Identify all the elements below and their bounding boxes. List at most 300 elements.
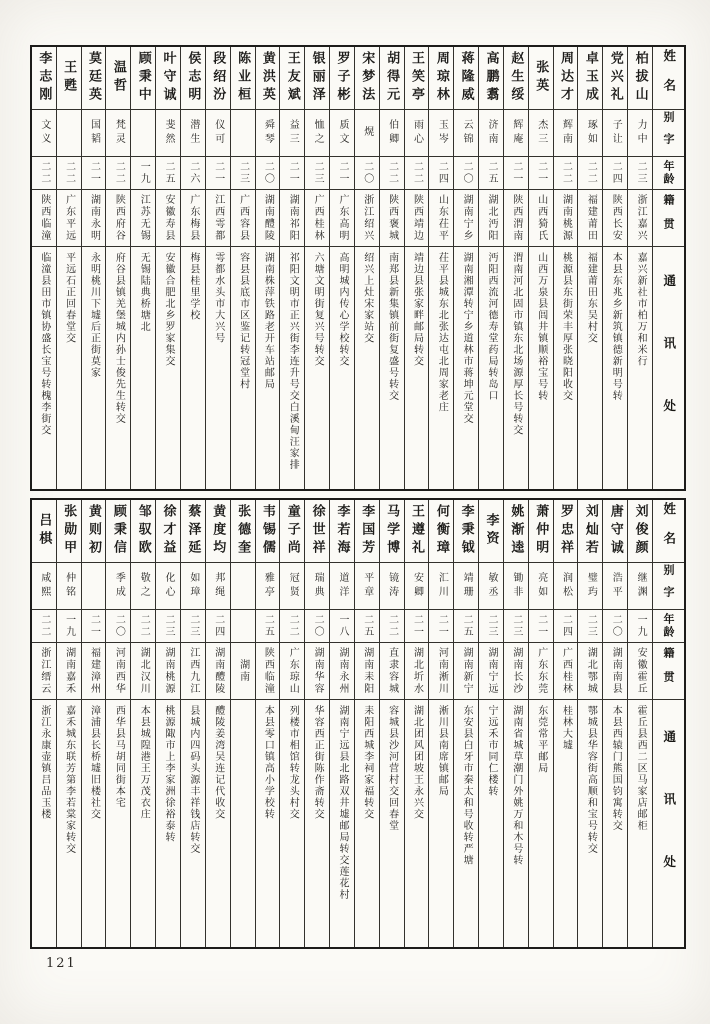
entry-courtesy: 熀 [355, 110, 379, 157]
entry-origin: 湖南永州 [330, 643, 354, 700]
entry-courtesy: 润松 [554, 563, 578, 610]
entry-name: 张德奎 [231, 500, 255, 563]
entry-courtesy [82, 563, 106, 610]
entry-column [180, 500, 205, 947]
entry-origin: 广西桂林 [305, 190, 329, 247]
entry-column [379, 500, 404, 947]
entry-column [329, 500, 354, 947]
entry-column [105, 47, 130, 489]
header-name-label: 姓名 [653, 47, 684, 110]
entry-address: 祁阳文明市正兴街李连升号交白溪甸汪家排 [287, 252, 299, 471]
entry-age: 二一 [405, 610, 429, 643]
entry-age: 二二 [280, 610, 304, 643]
entry-age: 二四 [206, 610, 230, 643]
entry-name: 张勋甲 [57, 500, 81, 563]
entry-courtesy: 子让 [603, 110, 627, 157]
entry-origin: 湖南醴陵 [256, 190, 280, 247]
entry-origin: 湖北圻水 [405, 643, 429, 700]
entry-column [528, 500, 553, 947]
entry-address: 东安县白牙市秦太和号收转严塘 [461, 705, 473, 866]
entry-origin: 湖南宁远 [479, 643, 503, 700]
entry-column [627, 47, 652, 489]
entry-courtesy: 雨心 [405, 110, 429, 157]
entry-age: 二二 [32, 610, 56, 643]
entry-origin: 广东东莞 [529, 643, 553, 700]
entry-age: 二四 [554, 610, 578, 643]
entry-address: 嘉兴新社市柏万和米行 [635, 252, 647, 367]
entry-address: 桃源县东街荣丰厚张晓阳收交 [560, 252, 572, 402]
entry-address [231, 700, 255, 947]
entry-origin: 湖南华容 [305, 643, 329, 700]
entry-column [478, 47, 503, 489]
entry-column [105, 500, 130, 947]
entry-origin: 广东琼山 [280, 643, 304, 700]
entry-name: 姚渐逵 [504, 500, 528, 563]
entry-column [602, 47, 627, 489]
entry-courtesy: 安卿 [405, 563, 429, 610]
entry-origin: 陕西渭南 [504, 190, 528, 247]
entry-origin: 湖南南县 [603, 643, 627, 700]
entry-courtesy: 梵灵 [106, 110, 130, 157]
entry-address: 沔阳西流河德寿堂药局转岛口 [486, 252, 498, 402]
entry-name: 蔡泽延 [181, 500, 205, 563]
entry-origin: 湖北鄂城 [578, 643, 602, 700]
entry-age: 二一 [429, 610, 453, 643]
entry-column [205, 47, 230, 489]
entry-age: 二四 [603, 157, 627, 190]
entry-column [130, 47, 155, 489]
entry-address: 南郑县新集镇前街复盛号转交 [386, 252, 398, 402]
entry-age: 二五 [256, 610, 280, 643]
entry-address: 桃源陬市上李家洲徐裕泰转 [163, 705, 175, 843]
entry-age: 二四 [429, 157, 453, 190]
entry-address: 梅县桂里学校 [187, 252, 199, 321]
entry-origin: 陕西临潼 [256, 643, 280, 700]
entry-courtesy: 季成 [106, 563, 130, 610]
entry-courtesy: 伯卿 [380, 110, 404, 157]
entry-origin: 广东梅县 [181, 190, 205, 247]
entry-column [304, 500, 329, 947]
entry-name: 侯志明 [181, 47, 205, 110]
entry-name: 徐世祥 [305, 500, 329, 563]
entry-name: 周达才 [554, 47, 578, 110]
entry-courtesy: 益三 [280, 110, 304, 157]
entry-origin: 湖南桃源 [554, 190, 578, 247]
entry-courtesy [231, 563, 255, 610]
entry-origin: 福建漳州 [82, 643, 106, 700]
entry-courtesy: 文义 [32, 110, 56, 157]
entry-age: 二五 [156, 157, 180, 190]
entry-courtesy [57, 110, 81, 157]
entry-name: 马学博 [380, 500, 404, 563]
entry-column [602, 500, 627, 947]
entry-origin: 江西九江 [181, 643, 205, 700]
entry-age: 二三 [156, 610, 180, 643]
entry-name: 顾秉信 [106, 500, 130, 563]
entry-name: 温哲 [106, 47, 130, 110]
entry-column [180, 47, 205, 489]
entry-column [354, 47, 379, 489]
entry-origin: 浙江缙云 [32, 643, 56, 700]
entry-name: 李秉钺 [454, 500, 478, 563]
entry-origin: 湖北沔阳 [479, 190, 503, 247]
entry-name: 陈业桓 [231, 47, 255, 110]
entry-column [32, 500, 56, 947]
entry-age: 二一 [206, 157, 230, 190]
entry-courtesy: 雅亭 [256, 563, 280, 610]
entry-address: 本县零口镇高小学校转 [262, 705, 274, 820]
entry-origin: 湖南醴陵 [206, 643, 230, 700]
entry-name: 顾秉中 [131, 47, 155, 110]
entry-column [205, 500, 230, 947]
entry-name: 党兴礼 [603, 47, 627, 110]
header-courtesy-label: 别字 [653, 110, 684, 157]
entry-address: 雩都水头市大兴号 [212, 252, 224, 344]
entry-name: 唐守诚 [603, 500, 627, 563]
entry-age: 二一 [330, 157, 354, 190]
entry-age: 二二 [32, 157, 56, 190]
entry-age: 二〇 [454, 157, 478, 190]
entry-address: 淅川县南席镇邮局 [436, 705, 448, 797]
entry-age: 二二 [554, 157, 578, 190]
entry-name: 李若海 [330, 500, 354, 563]
entry-address: 容县县底市区鉴记转冠堂村 [237, 252, 249, 390]
entry-name: 王笑亭 [405, 47, 429, 110]
entry-origin: 福建莆田 [578, 190, 602, 247]
entry-age: 二三 [628, 157, 652, 190]
entry-column [404, 47, 429, 489]
entry-age: 二五 [454, 610, 478, 643]
entry-origin: 湖南 [231, 643, 255, 700]
entry-origin: 河南淅川 [429, 643, 453, 700]
entry-courtesy: 如璋 [181, 563, 205, 610]
entry-courtesy: 浩平 [603, 563, 627, 610]
entry-column [56, 47, 81, 489]
entry-column [553, 500, 578, 947]
entry-column [503, 47, 528, 489]
entry-address: 绍兴上灶宋家站交 [361, 252, 373, 344]
entry-courtesy: 咸熙 [32, 563, 56, 610]
entry-origin: 江苏无锡 [131, 190, 155, 247]
entry-age: 一九 [57, 610, 81, 643]
entry-address: 东莞常平邮局 [535, 705, 547, 774]
entry-column [354, 500, 379, 947]
entry-name: 莫廷英 [82, 47, 106, 110]
entry-origin: 安徽霍丘 [628, 643, 652, 700]
entry-column [130, 500, 155, 947]
entry-courtesy: 继渊 [628, 563, 652, 610]
upper-directory-table [30, 45, 686, 491]
entry-age: 二一 [504, 157, 528, 190]
entry-address: 福建莆田东吴村交 [585, 252, 597, 344]
entry-age: 一九 [131, 157, 155, 190]
entry-origin: 湖南新宁 [454, 643, 478, 700]
entry-name: 宋梦法 [355, 47, 379, 110]
entry-courtesy: 汇川 [429, 563, 453, 610]
entry-name: 李资 [479, 500, 503, 563]
entry-column [453, 500, 478, 947]
entry-origin: 河南西华 [106, 643, 130, 700]
entry-age: 二二 [405, 157, 429, 190]
entry-age: 二二 [578, 157, 602, 190]
entry-address: 霍丘县西二区马家店邮柜 [635, 705, 647, 832]
entry-address: 茌平县城东北张达屯北周家老庄 [436, 252, 448, 413]
entry-courtesy: 质文 [330, 110, 354, 157]
entry-address: 本县城隍港王万茂衣庄 [138, 705, 150, 820]
entry-age: 二〇 [603, 610, 627, 643]
entry-courtesy: 济南 [479, 110, 503, 157]
entry-origin: 陕西临潼 [32, 190, 56, 247]
entry-address: 无锡陆典桥塘北 [138, 252, 150, 333]
entry-courtesy: 镜涛 [380, 563, 404, 610]
entry-courtesy: 锄非 [504, 563, 528, 610]
entry-column [528, 47, 553, 489]
entry-address: 宁远禾市同仁楼转 [486, 705, 498, 797]
entry-column [379, 47, 404, 489]
entry-address: 漳浦县长桥墟旧楼社交 [88, 705, 100, 820]
entry-age: 二五 [479, 157, 503, 190]
entry-age: 一八 [330, 610, 354, 643]
entry-address: 湖南株萍铁路老开车站邮局 [262, 252, 274, 390]
entry-address: 安徽合肥北乡罗家集交 [163, 252, 175, 367]
entry-courtesy: 冠贤 [280, 563, 304, 610]
entry-age: 二三 [181, 610, 205, 643]
header-origin-label: 籍贯 [653, 190, 684, 247]
entry-address: 靖边县张家畔邮局转交 [411, 252, 423, 367]
entry-column [627, 500, 652, 947]
entry-column [255, 47, 280, 489]
entry-age: 二二 [131, 610, 155, 643]
entry-age: 二三 [305, 157, 329, 190]
entry-column [81, 500, 106, 947]
entry-column [32, 47, 56, 489]
header-age-label: 年龄 [653, 610, 684, 643]
entry-origin: 山东茌平 [429, 190, 453, 247]
entry-courtesy: 辉南 [554, 110, 578, 157]
entry-courtesy: 舜琴 [256, 110, 280, 157]
entry-column [279, 500, 304, 947]
entry-courtesy: 道洋 [330, 563, 354, 610]
entry-age: 二二 [380, 610, 404, 643]
entry-address: 渭南河北固市镇东北场源厚长号转交 [510, 252, 522, 436]
entry-origin: 陕西府谷 [106, 190, 130, 247]
entry-column [503, 500, 528, 947]
header-age-label: 年龄 [653, 157, 684, 190]
entry-age: 二六 [181, 157, 205, 190]
entry-age: 二〇 [256, 157, 280, 190]
entry-column [329, 47, 354, 489]
entry-name: 黄洪英 [256, 47, 280, 110]
entry-age: 二三 [578, 610, 602, 643]
entry-address: 桂林大墟 [560, 705, 572, 751]
entry-address: 平远石正回春堂交 [63, 252, 75, 344]
entry-name: 王甦 [57, 47, 81, 110]
entry-courtesy: 仲铭 [57, 563, 81, 610]
entry-age: 二一 [82, 610, 106, 643]
entry-column [553, 47, 578, 489]
entry-courtesy: 邦绳 [206, 563, 230, 610]
entry-origin: 安徽寿县 [156, 190, 180, 247]
entry-courtesy: 斐然 [156, 110, 180, 157]
entry-courtesy: 璧玙 [578, 563, 602, 610]
entry-age: 二一 [280, 157, 304, 190]
entry-name: 罗子彬 [330, 47, 354, 110]
entry-courtesy: 仪可 [206, 110, 230, 157]
entry-address: 醴陵姜湾吴连记代收交 [212, 705, 224, 820]
entry-origin: 湖南永明 [82, 190, 106, 247]
entry-age: 二三 [231, 157, 255, 190]
entry-age: 二一 [82, 157, 106, 190]
entry-age: 二二 [106, 157, 130, 190]
entry-origin: 浙江绍兴 [355, 190, 379, 247]
entry-name: 邹驭欧 [131, 500, 155, 563]
entry-address: 湖南宁远县北路双井墟邮局转交莲花村 [336, 705, 348, 901]
entry-origin: 陕西长安 [603, 190, 627, 247]
header-origin-label: 籍贯 [653, 643, 684, 700]
entry-address: 山西万泉县闾井镇顺裕宝号转 [535, 252, 547, 402]
entry-age: 二一 [529, 157, 553, 190]
entry-name: 黄则初 [82, 500, 106, 563]
entry-age: 二一 [529, 610, 553, 643]
entry-address: 耒阳西城李祠家福转交 [361, 705, 373, 820]
entry-courtesy: 杰三 [529, 110, 553, 157]
entry-origin: 广东高明 [330, 190, 354, 247]
entry-address: 高明城内传心学校转交 [336, 252, 348, 367]
entry-address: 本县西辕门熊国钧寓转交 [610, 705, 622, 832]
entry-column [453, 47, 478, 489]
entry-column [304, 47, 329, 489]
entry-column [279, 47, 304, 489]
entry-origin: 广西容县 [231, 190, 255, 247]
entry-courtesy: 化心 [156, 563, 180, 610]
entry-address: 湖南湘潭转宁乡道林市蒋坤元堂交 [461, 252, 473, 425]
entry-origin: 湖南祁阳 [280, 190, 304, 247]
entry-column [230, 47, 255, 489]
entry-address: 府谷县镇羌堡城内孙士俊先生转交 [113, 252, 125, 425]
entry-courtesy: 敏丞 [479, 563, 503, 610]
entry-column [428, 500, 453, 947]
entry-name: 李志刚 [32, 47, 56, 110]
entry-origin: 陕西靖边 [405, 190, 429, 247]
entry-age: 一九 [628, 610, 652, 643]
entry-age: 二三 [504, 610, 528, 643]
entry-address: 湖北团风团坡王永兴交 [411, 705, 423, 820]
entry-name: 王友斌 [280, 47, 304, 110]
entry-column [404, 500, 429, 947]
entry-column [230, 500, 255, 947]
entry-name: 柏拔山 [628, 47, 652, 110]
entry-age: 二〇 [305, 610, 329, 643]
entry-age: 二〇 [106, 610, 130, 643]
entry-column [155, 47, 180, 489]
entry-column [81, 47, 106, 489]
entry-courtesy: 辉庵 [504, 110, 528, 157]
entry-name: 刘灿若 [578, 500, 602, 563]
entry-name: 萧仲明 [529, 500, 553, 563]
entry-age: 二〇 [355, 157, 379, 190]
entry-address: 容城县沙河营村交回春堂 [386, 705, 398, 832]
entry-column [155, 500, 180, 947]
entry-courtesy: 靖珊 [454, 563, 478, 610]
entry-address: 华容西正街陈作斋转交 [312, 705, 324, 820]
entry-courtesy: 云锦 [454, 110, 478, 157]
entry-name: 周琼林 [429, 47, 453, 110]
header-address-label: 通讯处 [661, 729, 677, 918]
header-address-label: 通讯处 [661, 274, 677, 462]
entry-column [428, 47, 453, 489]
entry-courtesy [131, 110, 155, 157]
entry-courtesy: 琢如 [578, 110, 602, 157]
entry-name: 段绍汾 [206, 47, 230, 110]
entry-name: 胡得元 [380, 47, 404, 110]
entry-origin: 浙江嘉兴 [628, 190, 652, 247]
entry-name: 叶守诚 [156, 47, 180, 110]
entry-age: 二三 [479, 610, 503, 643]
header-column [652, 47, 684, 489]
entry-courtesy: 力中 [628, 110, 652, 157]
entry-column [577, 47, 602, 489]
entry-courtesy [231, 110, 255, 157]
entry-name: 张英 [529, 47, 553, 110]
entry-column [478, 500, 503, 947]
entry-courtesy: 玉岑 [429, 110, 453, 157]
entry-name: 赵生绥 [504, 47, 528, 110]
entry-origin: 湖南长沙 [504, 643, 528, 700]
entry-name: 童子尚 [280, 500, 304, 563]
entry-courtesy: 国韬 [82, 110, 106, 157]
entry-address: 湖南省城草潮门外姚万和木号转 [510, 705, 522, 866]
entry-courtesy: 瑞典 [305, 563, 329, 610]
entry-name: 高鹏翥 [479, 47, 503, 110]
entry-name: 吕棋 [32, 500, 56, 563]
entry-origin: 湖北汉川 [131, 643, 155, 700]
lower-directory-table [30, 498, 686, 949]
entry-courtesy: 平章 [355, 563, 379, 610]
entry-courtesy: 潜生 [181, 110, 205, 157]
entry-address: 西华县马胡同街本宅 [113, 705, 125, 809]
entry-address: 临潼县田市镇协盛长宝号转槐李街交 [38, 252, 50, 436]
entry-address: 六塘文明街复兴号转交 [312, 252, 324, 367]
entry-origin: 陕西褒城 [380, 190, 404, 247]
entry-name: 卓玉成 [578, 47, 602, 110]
entry-age: 二二 [57, 157, 81, 190]
entry-address: 嘉禾城东联芳第李若棠家转交 [63, 705, 75, 855]
entry-origin: 湖南桃源 [156, 643, 180, 700]
entry-column [255, 500, 280, 947]
entry-origin: 湖南嘉禾 [57, 643, 81, 700]
entry-address: 本县东兆乡新筑镇德新明号转 [610, 252, 622, 402]
header-name-label: 姓名 [653, 500, 684, 563]
header-column [652, 500, 684, 947]
entry-origin: 山西猗氏 [529, 190, 553, 247]
entry-name: 蒋隆威 [454, 47, 478, 110]
entry-name: 徐才益 [156, 500, 180, 563]
entry-age: 二五 [355, 610, 379, 643]
entry-courtesy: 敬之 [131, 563, 155, 610]
entry-name: 韦锡儒 [256, 500, 280, 563]
entry-address: 列楼市相馆转龙头村交 [287, 705, 299, 820]
entry-name: 王遵礼 [405, 500, 429, 563]
entry-origin: 湖南耒阳 [355, 643, 379, 700]
entry-address: 县城内四码头源丰祥钱店转交 [187, 705, 199, 855]
entry-address: 浙江永康壶镇吕品玉楼 [38, 705, 50, 820]
entry-column [577, 500, 602, 947]
entry-name: 何衡璋 [429, 500, 453, 563]
entry-address: 永明桃川下墟后正街莫家 [88, 252, 100, 379]
entry-courtesy: 恤之 [305, 110, 329, 157]
entry-name: 银丽泽 [305, 47, 329, 110]
entry-name: 李国芳 [355, 500, 379, 563]
